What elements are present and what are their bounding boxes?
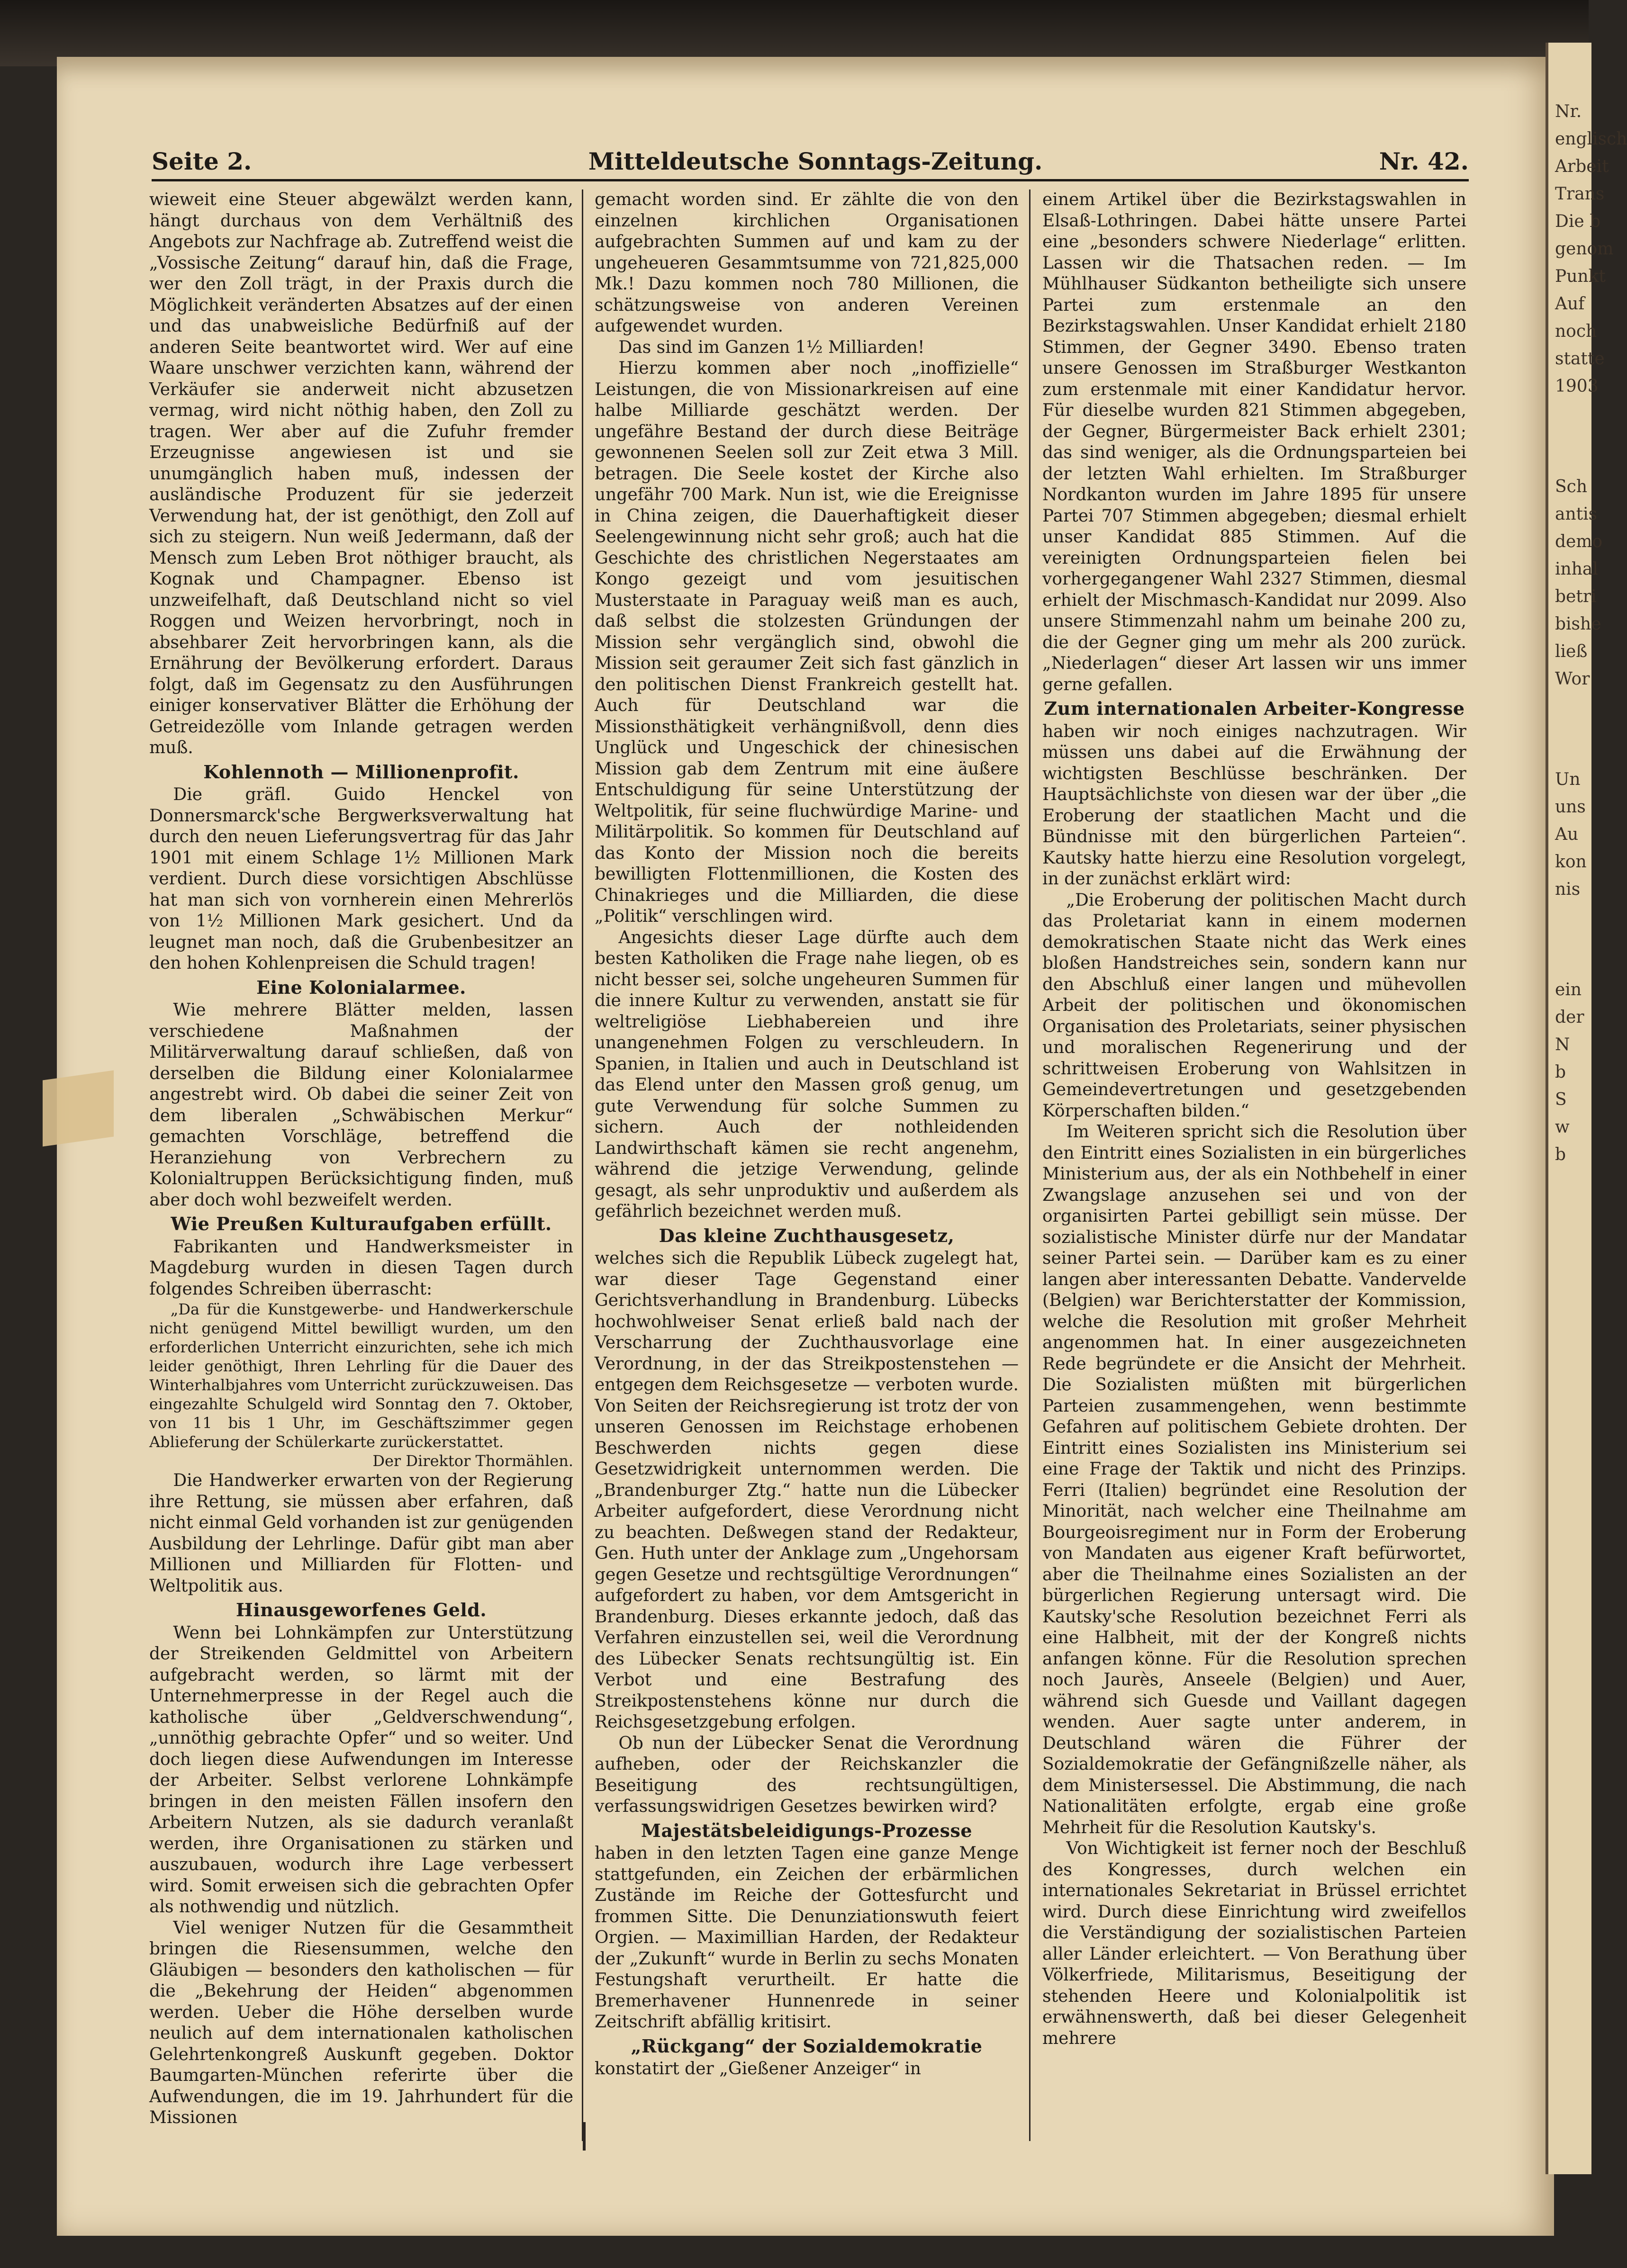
article-paragraph: Angesichts dieser Lage dürfte auch dem besten Katholiken die Frage nahe liegen, ob es nicht besser sei, solche ungeheuren Summen für die innere Kultur zu verwenden, anstatt sie für weltreligiöse Liebhabereien und ihre unangenehmen Folgen zu verschleudern. In Spanien, in Italien und auch in Deutschland ist das Elend unter den Massen groß genug, um gute Verwendung für solche Summen zu sichern. Auch der nothleidenden Landwirthschaft kämen sie recht angenehm, während die jetzige Verwendung, gelinde gesagt, als sehr unproduktiv und außerdem als gefährlich bezeichnet werden muß.: [595, 927, 1019, 1221]
fragment-text: b: [1555, 1145, 1566, 1164]
article-paragraph: Hierzu kommen aber noch „inoffizielle“ Leistungen, die von Missionarkreisen auf eine halbe Milliarde geschätzt werden. Der ungefähre Bestand der durch diese Beiträge gewonnenen Seelen soll zur Zeit etwa 3 Mill. betragen. Die Seele kostet der Kirche also ungefähr 700 Mark. Nun ist, wie die Ereignisse in China zeigen, die Dauerhaftigkeit dieser Seelengewinnung nicht sehr groß; auch hat die Geschichte des christlichen Negerstaates am Kongo gezeigt und vom jesuitischen Musterstaate in Paraguay weiß man es auch, daß selbst die stolzesten Gründungen der Mission sehr vergänglich sind, obwohl die Mission seit geraumer Zeit sich fast gänzlich in den politischen Dienst Frankreich gestellt hat. Auch für Deutschland war die Missionsthätigkeit verhängnißvoll, denn dies Unglück und Ungeschick der chinesischen Mission gab dem Zentrum mit eine äußere Entschuldigung für seine Unterstützung der Weltpolitik, für seine fluchwürdige Marine- und Militärpolitik. So kommen für Deutschland auf das Konto der Mission noch die bereits bewilligten Flottenmillionen, die Kosten des Chinakrieges und die Milliarden, die diese „Politik“ verschlingen wird.: [595, 359, 1019, 926]
fragment-text: Un: [1555, 770, 1581, 789]
fragment-text: demo: [1555, 532, 1603, 551]
fragment-text: englisch: [1555, 129, 1627, 149]
column-end-mark: [583, 2122, 586, 2151]
article-paragraph: Ob nun der Lübecker Senat die Verordnung aufheben, oder der Reichskanzler die Beseitigung des rechtsungültigen, verfassungswidrigen Gesetzes bewirken wird?: [595, 1733, 1019, 1816]
fragment-text: N: [1555, 1035, 1570, 1054]
article-paragraph: „Da für die Kunstgewerbe- und Handwerkerschule nicht genügend Mittel bewilligt wurden, um den erforderlichen Unterricht einzurichten, sehe ich mich leider genöthigt, Ihren Lehrling für die Dauer des Winterhalbjahres vom Unterricht zurückzuweisen. Das eingezahlte Schulgeld wird Sonntag den 7. Oktober, von 11 bis 1 Uhr, im Geschäftszimmer gegen Ablieferung der Schülerkarte zurückerstattet.: [149, 1300, 573, 1451]
fragment-text: genom: [1555, 239, 1614, 259]
fragment-text: kon: [1555, 852, 1587, 872]
issue-number: Nr. 42.: [1379, 147, 1469, 175]
adjacent-page-fragment: [1546, 43, 1627, 2174]
section-heading: Zum internationalen Arbeiter-Kongresse: [1044, 698, 1465, 719]
fragment-text: Au: [1555, 825, 1579, 844]
fragment-text: Die b: [1555, 212, 1601, 231]
fragment-text: uns: [1555, 797, 1586, 817]
fragment-text: noch: [1555, 322, 1597, 341]
section-heading: Kohlennoth — Millionenprofit.: [203, 761, 519, 783]
fragment-text: Sch: [1555, 477, 1588, 496]
article-paragraph: gemacht worden sind. Er zählte die von den einzelnen kirchlichen Organisationen aufgebrachten Summen auf und kam zu der ungeheueren Gesammtsumme von 721,825,000 Mk.! Dazu kommen noch 780 Millionen, die schätzungsweise von anderen Vereinen aufgewendet wurden.: [595, 190, 1019, 336]
article-paragraph: Wie mehrere Blätter melden, lassen verschiedene Maßnahmen der Militärverwaltung darauf schließen, daß von derselben die Bildung einer Kolonialarmee angestrebt wird. Ob dabei die seiner Zeit von dem liberalen „Schwäbischen Merkur“ gemachten Vorschläge, betreffend die Heranziehung von Verbrechern zu Kolonialtruppen Berücksichtigung finden, muß aber doch wohl bezweifelt werden.: [149, 1000, 573, 1210]
fragment-text: statte: [1555, 349, 1605, 369]
section-heading: Majestätsbeleidigungs-Prozesse: [641, 1819, 973, 1841]
fragment-text: betri: [1555, 587, 1597, 606]
fragment-text: 1903: [1555, 377, 1599, 396]
section-heading: Eine Kolonialarmee.: [256, 976, 466, 998]
fragment-text: Punkt: [1555, 267, 1606, 286]
column-divider: [1029, 189, 1030, 2141]
article-paragraph: Fabrikanten und Handwerksmeister in Magdeburg wurden in diesen Tagen durch folgendes Schreiben überrascht:: [149, 1237, 573, 1299]
article-paragraph: einem Artikel über die Bezirkstagswahlen in Elsaß-Lothringen. Dabei hätte unsere Partei eine „besonders schwere Niederlage“ erlitten. Lassen wir die Thatsachen reden. — Im Mühlhauser Südkanton betheiligte sich unsere Partei zum erstenmale an den Bezirkstagswahlen. Unser Kandidat erhielt 2180 Stimmen, der Gegner 3490. Ebenso traten unsere Genossen im Straßburger Westkanton zum erstenmale mit einer Kandidatur hervor. Für dieselbe wurden 821 Stimmen abgegeben, der Gegner, Bürgermeister Back erhielt 2301; das sind weniger, als die Ordnungsparteien bei der letzten Wahl erhielten. Im Straßburger Nordkanton wurden im Jahre 1895 für unsere Partei 707 Stimmen abgegeben; diesmal erhielt unser Kandidat 885 Stimmen. Auf die vereinigten Ordnungsparteien fielen bei vorhergegangener Wahl 2327 Stimmen, diesmal erhielt der Mischmasch-Kandidat nur 2099. Also unsere Stimmenzahl nahm um beinahe 200 zu, die der Gegner ging um mehr als 200 zurück. „Niederlagen“ dieser Art lassen wir uns immer gerne gefallen.: [1042, 190, 1466, 694]
article-paragraph: konstatirt der „Gießener Anzeiger“ in: [595, 2059, 921, 2079]
article-paragraph: Wenn bei Lohnkämpfen zur Unterstützung der Streikenden Geldmittel von Arbeitern aufgebracht werden, so lärmt mit der Unternehmerpresse in der Regel auch die katholische über „Geldverschwendung“, „unnöthig gebrachte Opfer“ und so weiter. Und doch liegen diese Aufwendungen im Interesse der Arbeiter. Selbst verlorene Lohnkämpfe bringen in den meisten Fällen insofern den Arbeitern Nutzen, als sie dadurch veranlaßt werden, ihre Organisationen zu stärken und auszubauen, wodurch ihre Lage verbessert wird. Somit erweisen sich die gebrachten Opfer als nothwendig und nützlich.: [149, 1623, 573, 1917]
book-binding-edge: [0, 0, 1589, 66]
article-paragraph: haben in den letzten Tagen eine ganze Menge stattgefunden, ein Zeichen der erbärmlichen Zustände im Reiche der Gottesfurcht und frommen Sitte. Die Denunziationswuth feiert Orgien. — Maximillian Harden, der Redakteur der „Zukunft“ wurde in Berlin zu sechs Monaten Festungshaft verurtheilt. Er hatte die Bremerhavener Hunnenrede in seiner Zeitschrift abfällig kritisirt.: [595, 1844, 1019, 2032]
fragment-text: S: [1555, 1090, 1567, 1109]
column-divider: [582, 189, 583, 2141]
fragment-text: inhal: [1555, 559, 1598, 579]
fragment-text: der: [1555, 1008, 1584, 1027]
fragment-text: b: [1555, 1062, 1566, 1082]
fragment-text: Auf: [1555, 294, 1585, 314]
fragment-text: bishe: [1555, 614, 1601, 634]
fragment-text: ließ: [1555, 642, 1588, 661]
column-1: [149, 189, 573, 2146]
article-paragraph: Die Handwerker erwarten von der Regierung ihre Rettung, sie müssen aber erfahren, daß nicht einmal Geld vorhanden ist zur genügenden Ausbildung der Lehrlinge. Dafür gibt man aber Millionen und Milliarden für Flotten- und Weltpolitik aus.: [149, 1471, 573, 1596]
fragment-text: Nr.: [1555, 102, 1582, 121]
fragment-text: w: [1555, 1117, 1570, 1137]
section-heading: Wie Preußen Kulturaufgaben erfüllt.: [171, 1213, 552, 1234]
article-paragraph: Viel weniger Nutzen für die Gesammtheit bringen die Riesensummen, welche den Gläubigen — besonders den katholischen — für die „Bekehrung der Heiden“ abgenommen werden. Ueber die Höhe derselben wurde neulich auf dem internationalen katholischen Gelehrtenkongreß Auskunft gegeben. Doktor Baumgarten-München referirte über die Aufwendungen, die im 19. Jahrhundert für die Missionen: [149, 1918, 573, 2127]
fragment-text: antis: [1555, 504, 1598, 524]
page-number: Seite 2.: [152, 147, 252, 175]
section-heading: Hinausgeworfenes Geld.: [235, 1599, 487, 1620]
fragment-text: Arbeit: [1555, 157, 1609, 176]
article-paragraph: „Die Eroberung der politischen Macht durch das Proletariat kann in einem modernen demokratischen Staate nicht das Werk eines bloßen Handstreiches sein, sondern kann nur den Abschluß einer langen und mühevollen Arbeit der politischen und ökonomischen Organisation des Proletariats, seiner physischen und moralischen Regenerirung und der schrittweisen Eroberung von Wahlsitzen in Gemeindevertretungen und gesetzgebenden Körperschaften bilden.“: [1042, 890, 1466, 1121]
fragment-text: Wor: [1555, 669, 1590, 689]
fragment-text: ein: [1555, 980, 1582, 999]
article-paragraph: Das sind im Ganzen 1½ Milliarden!: [618, 337, 925, 357]
column-2: [595, 189, 1019, 2146]
article-paragraph: Die gräfl. Guido Henckel von Donnersmarck'sche Bergwerksverwaltung hat durch den neuen Lieferungsvertrag für das Jahr 1901 mit einem Schlage 1½ Millionen Mark verdient. Durch diese vorsichtigen Abschlüsse hat man sich von vornherein einen Mehrerlös von 1½ Millionen Mark gesichert. Und da leugnet man noch, daß die Grubenbesitzer an den hohen Kohlenpreisen die Schuld tragen!: [149, 785, 573, 973]
column-3: [1042, 189, 1466, 2146]
paper-tab: [43, 1070, 114, 1146]
article-paragraph: Im Weiteren spricht sich die Resolution über den Eintritt eines Sozialisten in ein bürgerliches Ministerium aus, der als ein Nothbehelf in einer Zwangslage anzusehen sei und von der organisirten Partei gebilligt sein müsse. Der sozialistische Minister dürfe nur der Mandatar seiner Partei sein. — Darüber kam es zu einer langen aber interessanten Debatte. Vandervelde (Belgien) war Berichterstatter der Kommission, welche die Resolution mit großer Mehrheit angenommen hat. In einer ausgezeichneten Rede begründete er die Ansicht der Mehrheit. Die Sozialisten müßten mit bürgerlichen Parteien zusammengehen, wenn bestimmte Gefahren auf politischem Gebiete drohten. Der Eintritt eines Sozialisten ins Ministerium sei eine Frage der Taktik und nicht des Prinzips. Ferri (Italien) begründet eine Resolution der Minorität, nach welcher eine Theilnahme am Bourgeoisregiment nur in Form der Eroberung von Mandaten aus eigener Kraft befürwortet, aber die Theilnahme eines Sozialisten an der bürgerlichen Regierung untersagt wird. Die Kautsky'sche Resolution bezeichnet Ferri als eine Halbheit, mit der der Kongreß nichts anfangen könne. Für die Resolution sprechen noch Jaurès, Anseele (Belgien) und Auer, während sich Guesde und Vaillant dagegen wenden. Auer sagte unter anderem, in Deutschland wären die Führer der Sozialdemokratie der Gefängnißzelle näher, als dem Ministersessel. Die Abstimmung, die nach Nationalitäten erfolgte, ergab eine große Mehrheit für die Resolution Kautsky's.: [1042, 1122, 1466, 1837]
section-heading: „Rückgang“ der Sozialdemokratie: [631, 2035, 983, 2057]
header-rule: [152, 179, 1469, 181]
fragment-text: nis: [1555, 880, 1581, 899]
article-paragraph: wieweit eine Steuer abgewälzt werden kann, hängt durchaus von dem Verhältniß des Angebots zur Nachfrage ab. Zutreffend weist die „Vossische Zeitung“ darauf hin, daß die Frage, wer den Zoll trägt, in der Praxis durch die Möglichkeit veränderten Absatzes auf der einen und das unabweisliche Bedürfniß auf der anderen Seite beantwortet wird. Wer auf eine Waare unschwer verzichten kann, während der Verkäufer sie anderweit nicht abzusetzen vermag, wird nicht nöthig haben, den Zoll zu tragen. Wer aber auf die Zufuhr fremder Erzeugnisse angewiesen ist und sie unumgänglich haben muß, indessen der ausländische Produzent für sie jederzeit Verwendung hat, der ist genöthigt, den Zoll auf sich zu steigern. Nun weiß Jedermann, daß der Mensch zum Leben Brot nöthiger braucht, als Kognak und Champagner. Ebenso ist unzweifelhaft, daß Deutschland nicht so viel Roggen und Weizen hervorbringt, noch in absehbarer Zeit hervorbringen kann, als die Ernährung der Bevölkerung erfordert. Daraus folgt, daß im Gegensatz zu den Ausführungen einiger konservativer Blätter die Erhöhung der Getreidezölle vom Inlande getragen werden muß.: [149, 190, 573, 757]
masthead-title: Mitteldeutsche Sonntags-Zeitung.: [588, 147, 1043, 175]
article-paragraph: welches sich die Republik Lübeck zugelegt hat, war dieser Tage Gegenstand einer Gerichtsverhandlung in Brandenburg. Lübecks hochwohlweiser Senat erließ bald nach der Verscharrung der Zuchthausvorlage eine Verordnung, in der das Streikpostenstehen — entgegen dem Reichsgesetze — verboten wurde. Von Seiten der Reichsregierung ist trotz der von unseren Genossen im Reichstage erhobenen Beschwerden nichts gegen diese Gesetzwidrigkeit unternommen werden. Die „Brandenburger Ztg.“ hatte nun die Lübecker Arbeiter aufgefordert, diese Verordnung nicht zu beachten. Deßwegen stand der Redakteur, Gen. Huth unter der Anklage zum „Ungehorsam gegen Gesetze und rechtsgültige Verordnungen“ aufgefordert zu haben, vor dem Amtsgericht in Brandenburg. Dieses erkannte jedoch, daß das Verfahren einzustellen sei, weil die Verordnung des Lübecker Senats rechtsungültig ist. Ein Verbot und eine Bestrafung des Streikpostenstehens könne nur durch die Reichsgesetzgebung erfolgen.: [595, 1249, 1019, 1732]
article-paragraph: haben wir noch einiges nachzutragen. Wir müssen uns dabei auf die Erwähnung der wichtigsten Beschlüsse beschränken. Der Hauptsächlichste von diesen war der über „die Eroberung der staatlichen Macht und die Bündnisse mit den bürgerlichen Parteien“. Kautsky hatte hierzu eine Resolution vorgelegt, in der zunächst erklärt wird:: [1042, 721, 1466, 889]
section-heading: Das kleine Zuchthausgesetz,: [659, 1224, 955, 1246]
signature-line: Der Direktor Thormählen.: [372, 1452, 573, 1470]
fragment-text: Trans: [1555, 184, 1605, 204]
article-paragraph: Von Wichtigkeit ist ferner noch der Beschluß des Kongresses, durch welchen ein internationales Sekretariat in Brüssel errichtet wird. Durch diese Einrichtung wird zweifellos die Verständigung der sozialistischen Parteien aller Länder erleichtert. — Von Berathung über Völkerfriede, Militarismus, Beseitigung der stehenden Heere und Kolonialpolitik ist erwähnenswerth, daß bei dieser Gelegenheit mehrere: [1042, 1839, 1466, 2048]
page-header: [152, 142, 1469, 180]
